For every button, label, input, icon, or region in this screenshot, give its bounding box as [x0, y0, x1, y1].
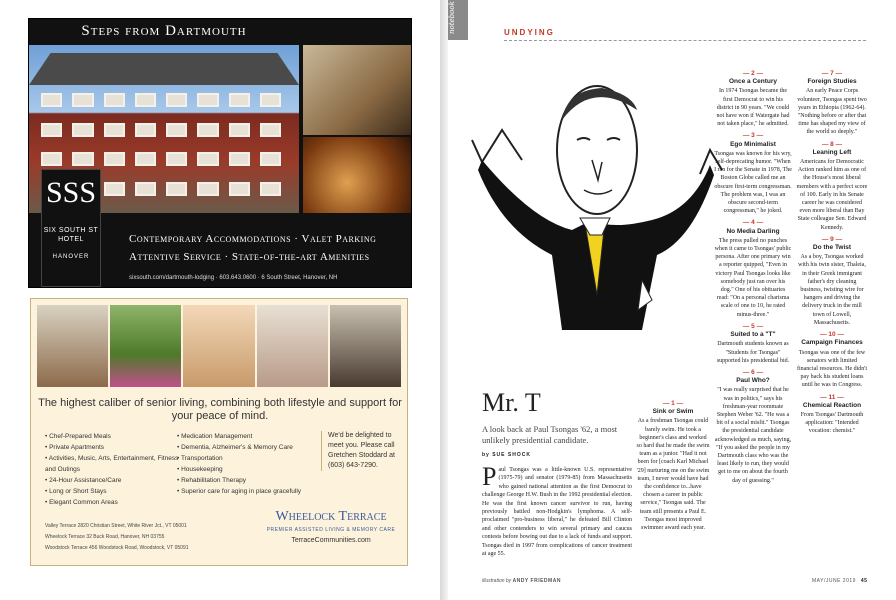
- senior-photo-3: [183, 305, 254, 387]
- item-number: — 3 —: [742, 132, 764, 140]
- senior-living-ad[interactable]: [30, 298, 408, 566]
- lounge-photo: [303, 45, 412, 135]
- item-title: Paul Who?: [736, 377, 770, 385]
- top-rule: [504, 40, 866, 41]
- item-number: — 4 —: [742, 219, 764, 227]
- page-number: 45: [860, 578, 868, 584]
- item-text: As a freshman Tsongas could barely swim. He took a beginner's class and worked so hard that he made the swim team as a junior. "Had it not been for [coach Karl Michael '29] nurturing me on the swim team, I never would have had the confidence to...have chosen a career in public service," Tsongas said. The team still presents a Paul E. Tsongas most improved swimmer award each year.: [636, 418, 710, 532]
- illustration-credit: [482, 578, 561, 584]
- left-page: [0, 0, 440, 600]
- services-list-1: [45, 431, 185, 508]
- item-text: As a boy, Tsongas worked with his twin sister, Thaleia, in their Greek immigrant father's dry cleaning business, twisting wire for hangers and driving the delivery truck in the mill town of Lowell, Massachusetts.: [798, 254, 866, 326]
- item-title: Once a Century: [728, 78, 778, 86]
- item-number: — 9 —: [821, 235, 843, 243]
- item-number: — 11 —: [820, 393, 844, 401]
- item-number: — 1 —: [662, 400, 684, 407]
- list-item: • Private Apartments: [45, 442, 185, 453]
- article-headline: Mr. T: [482, 388, 541, 417]
- hotel-logo-city: HANOVER: [52, 254, 90, 260]
- list-item: • Housekeeping: [177, 464, 327, 475]
- item-text: From Tsongas' Dartmouth application: "Intended vocation: chemist.": [800, 411, 864, 435]
- section-tab: notebook: [448, 0, 468, 40]
- caricature-illustration: [452, 70, 732, 370]
- wheelock-logo: [261, 509, 401, 544]
- list-item: • Dementia, Alzheimer's & Memory Care: [177, 442, 327, 453]
- dining-photo: [303, 137, 412, 213]
- issue-date: MAY/JUNE 2019: [812, 578, 856, 584]
- list-item: • Long or Short Stays: [45, 486, 185, 497]
- list-column-a: [636, 396, 710, 532]
- item-text: Dartmouth students known as "Students for Tsongas" supported his presidential bid.: [716, 341, 790, 364]
- item-text: Tsongas was one of the few senators with limited financial resources. He didn't pay back his student loans until he was in Congress.: [796, 349, 868, 389]
- item-number: — 5 —: [742, 322, 764, 330]
- item-number: — 10 —: [820, 331, 844, 339]
- item-text: In 1974 Tsongas became the first Democrat to win his district in 90 years. "We could not have won if Watergate had not taken place," he admitted.: [716, 88, 790, 128]
- hotel-ad[interactable]: [28, 18, 412, 288]
- brand-url[interactable]: TerraceCommunities.com: [291, 537, 371, 544]
- item-number: — 8 —: [821, 140, 843, 148]
- list-item: • Chef-Prepared Meals: [45, 431, 185, 442]
- article-kicker: UNDYING: [504, 28, 555, 37]
- hotel-tagline-1: Contemporary Accommodations · Valet Parking: [129, 233, 377, 245]
- senior-photo-5: [330, 305, 401, 387]
- hotel-contact[interactable]: sixsouth.com/dartmouth-lodging · 603.643.0600 · 6 South Street, Hanover, NH: [129, 275, 338, 281]
- roof-shape: [29, 45, 299, 85]
- item-title: Ego Minimalist: [730, 140, 776, 148]
- services-list-2: [177, 431, 327, 497]
- item-title: No Media Darling: [726, 227, 780, 235]
- hotel-ad-title: Steps from Dartmouth: [81, 23, 247, 39]
- item-text: "I was really surprised that he was in politics," says his freshman-year roommate Stephen Weber '62. "He was a bit of a social misfit." Tsongas the presidential candidate acknowledged as much, saying, "If you asked the people in my Dartmouth class who was the least likely to run, they would get to me on about the fourth day of guessing.": [714, 387, 792, 484]
- list-item: • Rehabilitation Therapy: [177, 475, 327, 486]
- item-number: — 6 —: [742, 368, 764, 376]
- list-item: • Medication Management: [177, 431, 327, 442]
- hotel-logo: [41, 169, 101, 287]
- senior-photo-4: [257, 305, 328, 387]
- senior-ad-headline: The highest caliber of senior living, combining both lifestyle and support for your peace of mind.: [38, 397, 402, 422]
- list-item: • Elegant Common Areas: [45, 497, 185, 508]
- list-item: • Activities, Music, Arts, Entertainment, Fitness and Outings: [45, 453, 185, 475]
- item-text: Tsongas was known for his wry, self-deprecating humor. "When I ran for the Senate in 1978, The Boston Globe called me an obscure first-term congressman. The problem was, I was an obscure second-term congressman," he joked.: [714, 150, 792, 215]
- item-title: Chemical Reaction: [802, 401, 862, 409]
- address-item: Valley Terrace 2820 Christian Street, White River Jct., VT 05001: [45, 523, 187, 529]
- item-number: — 2 —: [742, 70, 764, 77]
- item-text: An early Peace Corps volunteer, Tsongas spent two years in Ethiopia (1962-64). "Nothing before or after that time has shaped my view of the world so deeply.": [797, 88, 867, 136]
- item-title: Suited to a "T": [730, 331, 776, 339]
- list-item: • 24-Hour Assistance/Care: [45, 475, 185, 486]
- body-paragraph: aul Tsongas was a little-known U.S. representative (1975-79) and senator (1979-85) from Massachusetts who gained national attention as the first Democrat to challenge George H.W. Bush in the 1992 presidential election. He was the first known cancer survivor to run, having previously battled non-Hodgkin's lymphoma. A self-proclaimed "pro-business liberal," he defeated Bill Clinton and other contenders to win several primary and caucus contests before bowing out due to a lack of funds and support. Tsongas died in 1997 from complications of cancer treatment at age 55.: [482, 467, 632, 558]
- illustrator-name: ANDY FRIEDMAN: [512, 578, 561, 584]
- item-title: Leaning Left: [812, 148, 852, 156]
- item-text: Americans for Democratic Action ranked him as one of the House's most liberal members with a perfect score of 100. Early in his Senate career he was considered even more liberal than Bay State colleague Sen. Edward Kennedy.: [796, 159, 868, 231]
- address-item: Woodstock Terrace 456 Woodstock Road, Woodstock, VT 05091: [45, 545, 189, 551]
- senior-photo-strip: [37, 305, 401, 387]
- folio: [812, 578, 867, 584]
- list-item: • Transportation: [177, 453, 327, 464]
- article-byline: by SUE SHOCK: [482, 452, 531, 458]
- address-list: [45, 521, 189, 554]
- hotel-logo-name: SIX SOUTH ST HOTEL: [43, 227, 99, 243]
- list-column-c: [796, 66, 868, 436]
- senior-photo-1: [37, 305, 108, 387]
- item-title: Sink or Swim: [652, 408, 694, 416]
- page-gutter: [440, 0, 448, 600]
- brand-subtitle: PREMIER ASSISTED LIVING & MEMORY CARE: [266, 527, 396, 533]
- hotel-logo-mark: SSS: [45, 176, 97, 209]
- credit-label: illustration by: [482, 578, 512, 584]
- address-item: Wheelock Terrace 32 Buck Road, Hanover, NH 03755: [45, 534, 165, 540]
- item-text: The press pulled no punches when it came to Tsongas' public persona. After one primary win a reporter quipped, "Even in victory Paul Tsongas looks like somebody just ran over his dog." One of his obituaries read: "On a personal charisma scale of one to 10, he rated minus-three.": [714, 237, 792, 318]
- item-title: Do the Twist: [812, 244, 852, 252]
- article-dek: A look back at Paul Tsongas '62, a most unlikely presidential candidate.: [482, 424, 618, 445]
- list-item: • Superior care for aging in place gracefully: [177, 486, 327, 497]
- item-title: Campaign Finances: [801, 339, 863, 347]
- senior-photo-2: [110, 305, 181, 387]
- list-column-b: [714, 66, 792, 485]
- article-body: [482, 462, 632, 558]
- hotel-tagline-2: Attentive Service · State-of-the-art Amenities: [129, 251, 370, 263]
- brand-name: Wheelock Terrace: [275, 509, 387, 524]
- item-number: — 7 —: [821, 70, 843, 77]
- contact-box: We'd be delighted to meet you. Please call Gretchen Stoddard at (603) 643-7290.: [321, 431, 401, 471]
- drop-cap: P: [482, 462, 497, 491]
- item-title: Foreign Studies: [807, 78, 857, 86]
